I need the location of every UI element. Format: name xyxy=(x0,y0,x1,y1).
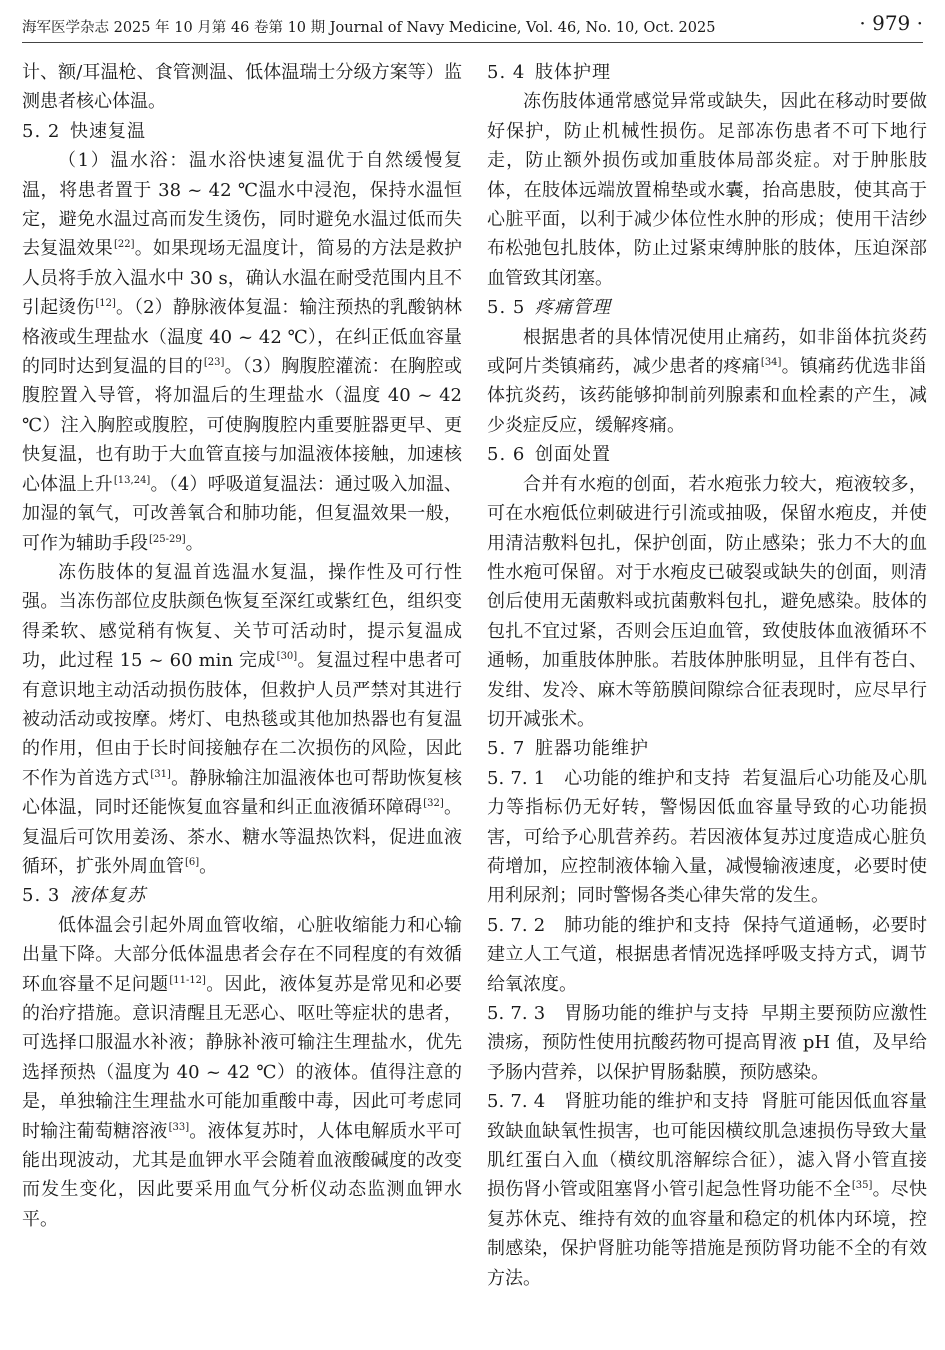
paragraph-rewarming-methods: （1）温水浴：温水浴快速复温优于自然缓慢复温，将患者置于 38 ~ 42 ℃温水中浸泡，保持水温恒定，避免水温过高而发生烫伤，同时避免水温过低而失去复温效果[22]。如果现场无温度计，简易的方法是救护人员将手放入温水中 30 s，确认水温在耐受范围内且不引起烫伤[12]。（2）静脉液体复温：输注预热的乳酸钠林格液或生理盐水（温度 40 ~ 42 ℃），在纠正低血容量的同时达到复温的目的[23]。（3）胸腹腔灌流：在胸腔或腹腔置入导管，将加温后的生理盐水（温度 40 ~ 42 ℃）注入胸腔或腹腔，可使胸腹腔内重要脏器更早、更快复温，也有助于大血管直接与加温液体接触，加速核心体温上升[13,24]。（4）呼吸道复温法：通过吸入加温、加湿的氧气，可改善氧合和肺功能，但复温效果一般，可作为辅助手段[25-29]。 xyxy=(22,150,462,554)
paragraph-continued: 计、额/耳温枪、食管测温、低体温瑞士分级方案等）监测患者核心体温。 xyxy=(22,62,462,113)
subsection-number: 5. 7. 3 xyxy=(487,1003,546,1024)
paragraph-limb-rewarming: 冻伤肢体的复温首选温水复温，操作性及可行性强。当冻伤部位皮肤颜色恢复至深红或紫红色，组织变得柔软、感觉稍有恢复、关节可活动时，提示复温成功，此过程 15 ~ 60 min 完成[30]。复温过程中患者可有意识地主动活动损伤肢体，但救护人员严禁对其进行被动活动或按摩。烤灯、电热毯或其他加热器也有复温的作用，但由于长时间接触存在二次损伤的风险，因此不作为首选方式[31]。静脉输注加温液体也可帮助恢复核心体温，同时还能恢复血容量和纠正血液循环障碍[32]。复温后可饮用姜汤、茶水、糖水等温热饮料，促进血液循环，扩张外周血管[6]。 xyxy=(22,561,462,877)
subsection-title: 心功能的维护和支持 xyxy=(564,767,731,789)
citation: [6] xyxy=(185,856,200,868)
citation: [30] xyxy=(276,651,298,663)
citation: [22] xyxy=(113,239,135,251)
citation: [35] xyxy=(851,1180,873,1192)
paragraph-fluid-resuscitation: 低体温会引起外周血管收缩，心脏收缩能力和心输出量下降。大部分低体温患者会存在不同程度的有效循环血容量不足问题[11-12]。因此，液体复苏是常见和必要的治疗措施。意识清醒且无恶心、呕吐等症状的患者，可选择口服温水补液；静脉补液可输注生理盐水，优先选择预热（温度为 40 ~ 42 ℃）的液体。值得注意的是，单独输注生理盐水可能加重酸中毒，因此可考虑同时输注葡萄糖溶液[33]。液体复苏时，人体电解质水平可能出现波动，尤其是血钾水平会随着血液酸碱度的改变而发生变化，因此要采用血气分析仪动态监测血钾水平。 xyxy=(22,914,462,1230)
subsection-title: 胃肠功能的维护与支持 xyxy=(564,1003,750,1024)
section-heading-5-4: 5. 4 肢体护理 xyxy=(487,62,611,83)
subsection-5-7-3: 5. 7. 3 胃肠功能的维护与支持 早期主要预防应激性溃疡，预防性使用抗酸药物可提高胃液 pH 值，及早给予肠内营养，以保护胃肠黏膜，预防感染。 xyxy=(487,1003,927,1083)
subsection-title: 肾脏功能的维护和支持 xyxy=(564,1091,750,1113)
left-column xyxy=(22,58,462,1343)
paragraph-limb-care: 冻伤肢体通常感觉异常或缺失，因此在移动时要做好保护，防止机械性损伤。足部冻伤患者不可下地行走，防止额外损伤或加重肢体局部炎症。对于肿胀肢体，在肢体远端放置棉垫或水囊，抬高患肢，使其高于心脏平面，以利于减少体位性水肿的形成；使用干洁纱布松弛包扎肢体，防止过紧束缚肿胀的肢体，压迫深部血管致其闭塞。 xyxy=(487,91,927,289)
subsection-5-7-1: 5. 7. 1 心功能的维护和支持 若复温后心功能及心肌力等指标仍无好转，警惕因低血容量导致的心功能损害，可给予心肌营养药。若因液体复苏过度造成心脏负荷增加，应控制液体输入量，减慢输液速度，必要时使用利尿剂；同时警惕各类心律失常的发生。 xyxy=(487,767,927,907)
section-heading-5-6: 5. 6 创面处置 xyxy=(487,444,611,466)
citation: [23] xyxy=(203,357,225,369)
section-heading-5-3: 5. 3 液体复苏 xyxy=(22,885,146,907)
subsection-title: 肺功能的维护和支持 xyxy=(564,914,731,936)
citation: [11-12] xyxy=(169,974,206,986)
section-heading-5-2: 5. 2 快速复温 xyxy=(22,120,146,142)
subsection-5-7-4: 5. 7. 4 肾脏功能的维护和支持 肾脏可能因低血容量致缺血缺氧性损害，也可能因横纹肌急速损伤导致大量肌红蛋白入血（横纹肌溶解综合征），滤入肾小管直接损伤肾小管或阻塞肾小管引起急性肾功能不全[35]。尽快复苏休克、维持有效的血容量和稳定的机体内环境，控制感染，保护肾脏功能等措施是预防肾功能不全的有效方法。 xyxy=(487,1091,927,1289)
paragraph-wound-care: 合并有水疱的创面，若水疱张力较大，疱液较多，可在水疱低位刺破进行引流或抽吸，保留水疱皮，并使用清洁敷料包扎，保护创面，防止感染；张力不大的血性水疱可保留。对于水疱皮已破裂或缺失的创面，则清创后使用无菌敷料或抗菌敷料包扎，避免感染。肢体的包扎不宜过紧，否则会压迫血管，致使肢体血液循环不通畅，加重肢体肿胀。若肢体肿胀明显，且伴有苍白、发绀、发冷、麻木等筋膜间隙综合征表现时，应尽早行切开减张术。 xyxy=(487,473,927,730)
subsection-number: 5. 7. 2 xyxy=(487,914,546,936)
page-number: · 979 · xyxy=(859,11,923,35)
citation: [34] xyxy=(760,357,782,369)
section-heading-5-5: 5. 5 疼痛管理 xyxy=(487,297,611,319)
section-heading-5-7: 5. 7 脏器功能维护 xyxy=(487,738,649,760)
citation: [32] xyxy=(423,798,444,810)
citation: [31] xyxy=(150,768,171,780)
journal-header: 海军医学杂志 2025 年 10 月第 46 卷第 10 期 Journal of Navy Medicine, Vol. 46, No. 10, Oct. 2025 xyxy=(22,20,716,36)
subsection-5-7-2: 5. 7. 2 肺功能的维护和支持 保持气道通畅，必要时建立人工气道，根据患者情况选择呼吸支持方式，调节给氧浓度。 xyxy=(487,914,927,995)
subsection-number: 5. 7. 4 xyxy=(487,1091,546,1113)
citation: [13,24] xyxy=(113,474,151,486)
paragraph-pain-management: 根据患者的具体情况使用止痛药，如非甾体抗炎药或阿片类镇痛药，减少患者的疼痛[34]。镇痛药优选非甾体抗炎药，该药能够抑制前列腺素和血栓素的产生，减少炎症反应，缓解疼痛。 xyxy=(487,326,927,436)
citation: [25-29] xyxy=(149,533,186,545)
right-column xyxy=(487,58,927,1343)
citation: [12] xyxy=(95,298,116,310)
subsection-number: 5. 7. 1 xyxy=(487,767,546,789)
running-header xyxy=(22,8,923,43)
citation: [33] xyxy=(168,1121,190,1133)
